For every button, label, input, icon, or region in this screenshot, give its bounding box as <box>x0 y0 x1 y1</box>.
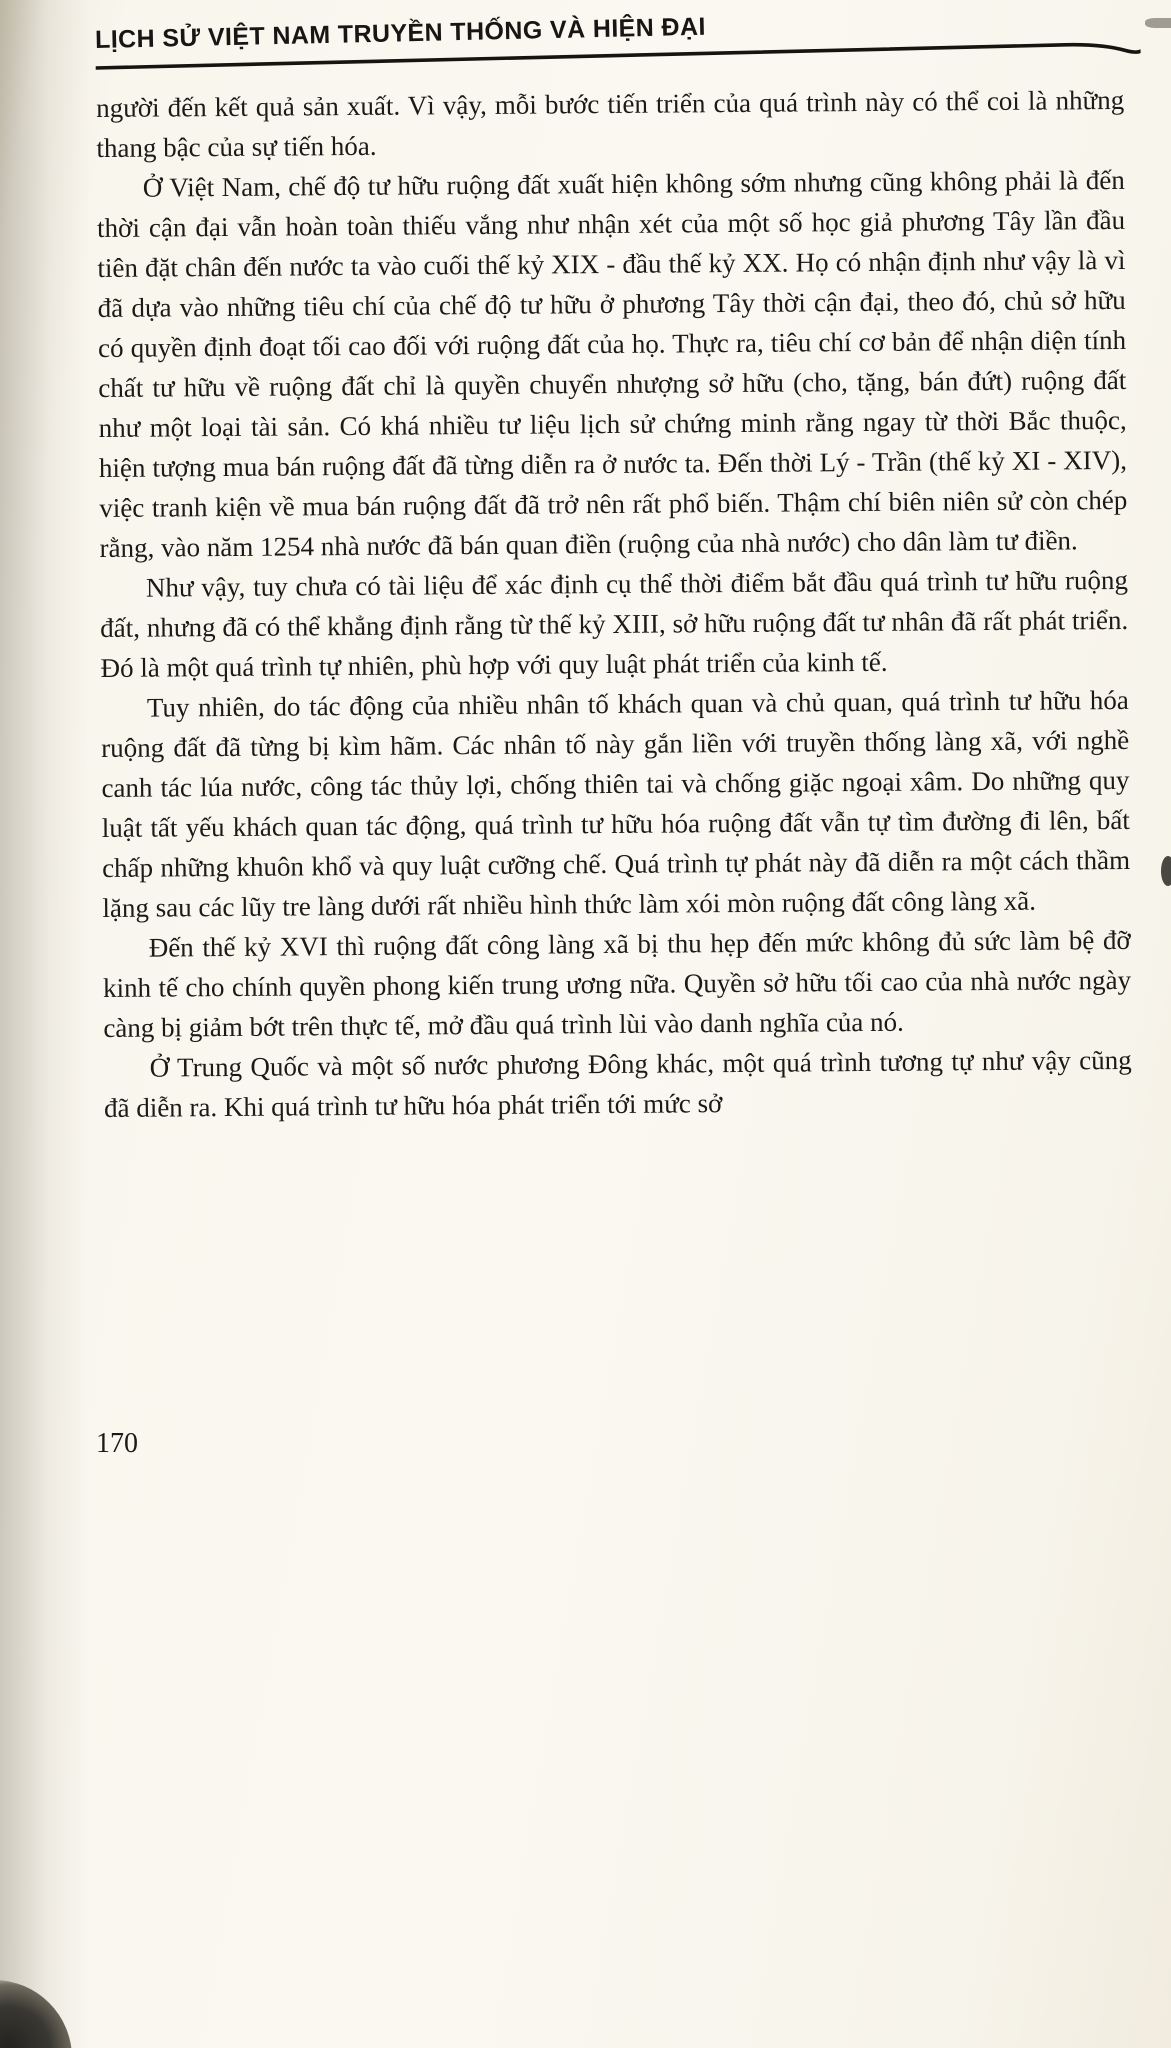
running-header: LỊCH SỬ VIỆT NAM TRUYỀN THỐNG VÀ HIỆN ĐẠI <box>94 12 707 55</box>
paragraph-china-comparison: Ở Trung Quốc và một số nước phương Đông khác, một quá trình tương tự như vậy cũng đã diễn ra. Khi quá trình tư hữu hóa phát triển tới mức sở <box>103 1044 1132 1123</box>
paragraph-vietnam-land-ownership: Ở Việt Nam, chế độ tư hữu ruộng đất xuất hiện không sớm nhưng cũng không phải là đến thời cận đại vẫn hoàn toàn thiếu vắng như nhận xét của một số học giả phương Tây lần đầu tiên đặt chân đến nước ta vào cuối thế kỷ XIX - đầu thế kỷ XX. Họ có nhận định như vậy là vì đã dựa vào những tiêu chí của chế độ tư hữu ở phương Tây thời cận đại, theo đó, chủ sở hữu có quyền định đoạt tối cao đối với ruộng đất của họ. Thực ra, tiêu chí cơ bản để nhận diện tính chất tư hữu về ruộng đất chỉ là quyền chuyển nhượng sở hữu (cho, tặng, bán đứt) ruộng đất như một loại tài sản. Có khá nhiều tư liệu lịch sử chứng minh rằng ngay từ thời Bắc thuộc, hiện tượng mua bán ruộng đất đã từng diễn ra ở nước ta. Đến thời Lý - Trần (thế kỷ XI - XIV), việc tranh kiện về mua bán ruộng đất đã trở nên rất phổ biến. Thậm chí biên niên sử còn chép rằng, vào năm 1254 nhà nước đã bán quan điền (ruộng của nhà nước) cho dân làm tư điền. <box>96 164 1128 563</box>
paragraph-16th-century: Đến thế kỷ XVI thì ruộng đất công làng xã bị thu hẹp đến mức không đủ sức làm bệ đỡ kinh tế cho chính quyền phong kiến trung ương nữa. Quyền sở hữu tối cao của nhà nước ngày càng bị giảm bớt trên thực tế, mở đầu quá trình lùi vào danh nghĩa của nó. <box>102 924 1132 1043</box>
bottom-left-page-curl <box>0 1980 72 2048</box>
paragraph-factors-restraining: Tuy nhiên, do tác động của nhiều nhân tố khách quan và chủ quan, quá trình tư hữu hóa ruộng đất đã từng bị kìm hãm. Các nhân tố này gắn liền với truyền thống làng xã, với nghề canh tác lúa nước, công tác thủy lợi, chống thiên tai và chống giặc ngoại xâm. Do những quy luật tất yếu khách quan tác động, quá trình tư hữu hóa ruộng đất vẫn tự tìm đường đi lên, bất chấp những khuôn khổ và quy luật cưỡng chế. Quá trình tự phát này đã diễn ra một cách thầm lặng sau các lũy tre làng dưới rất nhiều hình thức làm xói mòn ruộng đất công làng xã. <box>101 684 1131 923</box>
page-header <box>95 3 1141 81</box>
top-right-edge-smudge <box>1145 18 1171 28</box>
paragraph-13th-century-conclusion: Như vậy, tuy chưa có tài liệu để xác định cụ thể thời điểm bắt đầu quá trình tư hữu ruộng đất, nhưng đã có thể khẳng định rằng từ thế kỷ XIII, sở hữu ruộng đất tư nhân đã rất phát triển. Đó là một quá trình tự nhiên, phù hợp với quy luật phát triển của kinh tế. <box>100 564 1129 683</box>
book-spine-shadow <box>0 0 90 2048</box>
paragraph-continuation: người đến kết quả sản xuất. Vì vậy, mỗi bước tiến triển của quá trình này có thể coi là những thang bậc của sự tiến hóa. <box>96 84 1125 163</box>
page-number: 170 <box>96 1428 138 1459</box>
bottom-right-page-curl <box>1113 1952 1171 2048</box>
right-edge-smudge <box>1161 856 1171 886</box>
page-body <box>96 80 1132 1128</box>
